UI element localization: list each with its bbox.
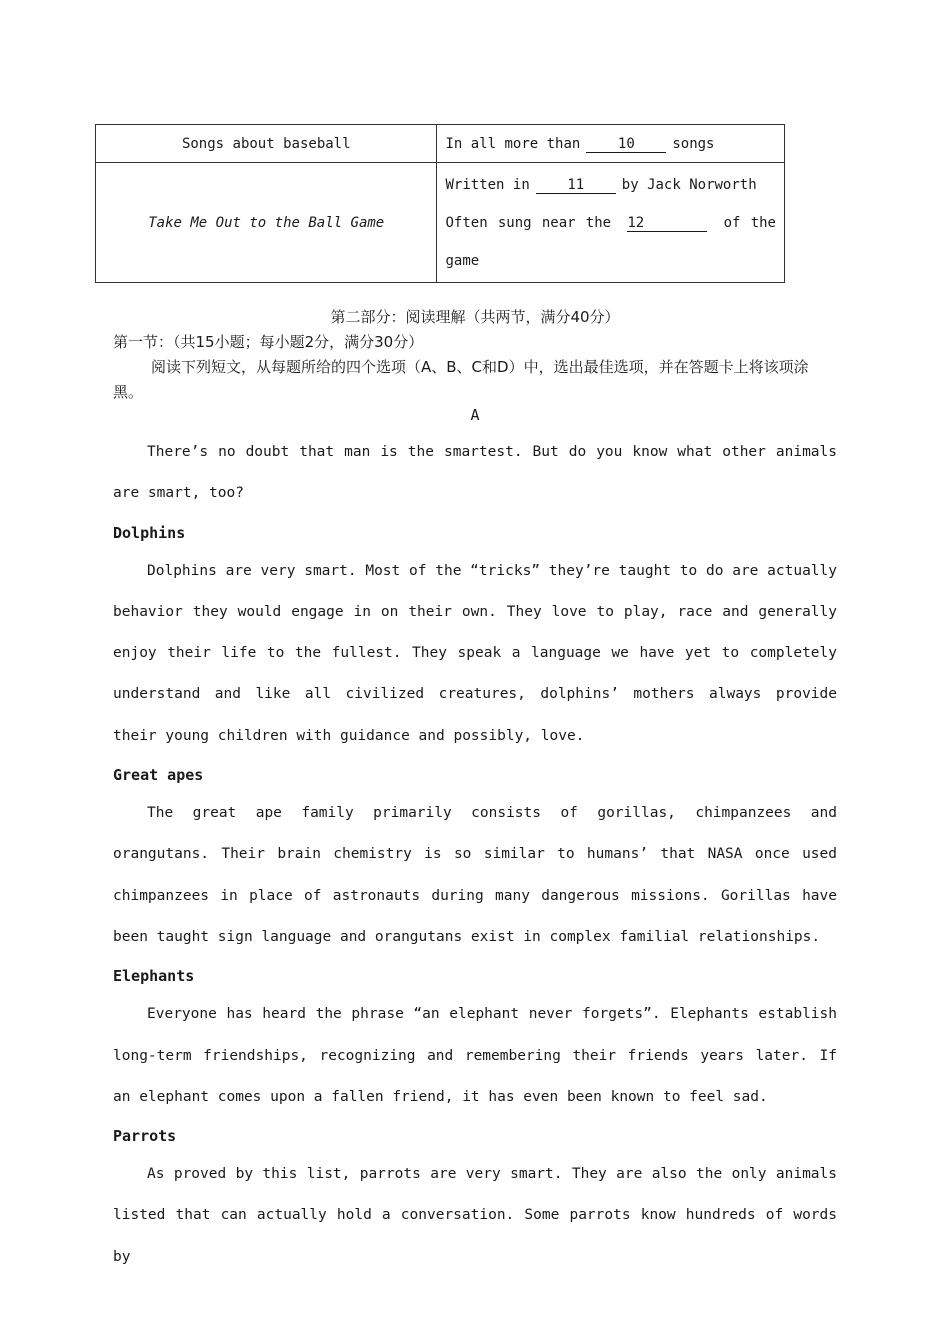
table-cell-detail	[437, 163, 785, 283]
detail-text: songs	[672, 135, 715, 152]
section-text-parrots: As proved by this list, parrots are very smart. They are also the only animals listed that can actually hold a conversation. Some parrots know hundreds of words by	[113, 1166, 837, 1265]
section-heading-elephants: Elephants	[113, 967, 195, 986]
part-title: 第二部分：阅读理解（共两节，满分40分）	[330, 308, 620, 326]
table-cell-topic	[96, 125, 437, 163]
detail-line	[445, 166, 776, 204]
summary-table	[95, 124, 785, 283]
passage-body	[113, 432, 837, 1278]
section-heading-parrots: Parrots	[113, 1127, 177, 1146]
table-row	[96, 163, 785, 283]
song-title: Take Me Out to the Ball Game	[148, 214, 385, 231]
detail-text: Often sung near the	[445, 214, 612, 231]
instructions: 阅读下列短文，从每题所给的四个选项（A、B、C和D）中，选出最佳选项，并在答题卡上将该项涂黑。	[113, 358, 809, 401]
table-row	[96, 125, 785, 163]
answer-blank-10: 10	[586, 136, 666, 153]
detail-line	[445, 204, 776, 242]
answer-blank-12: 12	[627, 215, 707, 232]
topic-label: Songs about baseball	[181, 135, 351, 152]
table-cell-topic	[96, 163, 437, 283]
detail-line	[445, 134, 776, 154]
section-text-great-apes: The great ape family primarily consists of gorillas, chimpanzees and orangutans. Their brain chemistry is so similar to humans’ that NASA once used chimpanzees in place of astronauts during many dangerous missions. Gorillas have been taught sign language and orangutans exist in complex familial relationships.	[113, 805, 837, 945]
passage-intro: There’s no doubt that man is the smartest. But do you know what other animals are smart, too?	[113, 444, 837, 502]
section-text-dolphins: Dolphins are very smart. Most of the “tricks” they’re taught to do are actually behavior they would engage in on their own. They love to play, race and generally enjoy their life to the fullest. They speak a language we have yet to completely understand and like all civilized creatures, dolphins’ mothers always provide their young children with guidance and possibly, love.	[113, 562, 837, 744]
detail-text: In all more than	[445, 135, 581, 152]
section-heading-dolphins: Dolphins	[113, 523, 186, 542]
section-text-elephants: Everyone has heard the phrase “an elephant never forgets”. Elephants establish long-term friendships, recognizing and remembering their friends years later. If an elephant comes upon a fallen friend, it has even been known to feel sad.	[113, 1006, 837, 1105]
section-heading-great-apes: Great apes	[113, 766, 204, 785]
passage-letter: A	[470, 406, 480, 424]
detail-text: Written in	[445, 176, 530, 193]
detail-text: of the	[723, 214, 776, 231]
section-title: 第一节：（共15小题；每小题2分，满分30分）	[113, 333, 424, 351]
detail-text: game	[445, 252, 480, 269]
detail-line	[445, 242, 776, 280]
answer-blank-11: 11	[536, 177, 616, 194]
table-cell-detail	[437, 125, 785, 163]
detail-text: by Jack Norworth	[621, 176, 757, 193]
